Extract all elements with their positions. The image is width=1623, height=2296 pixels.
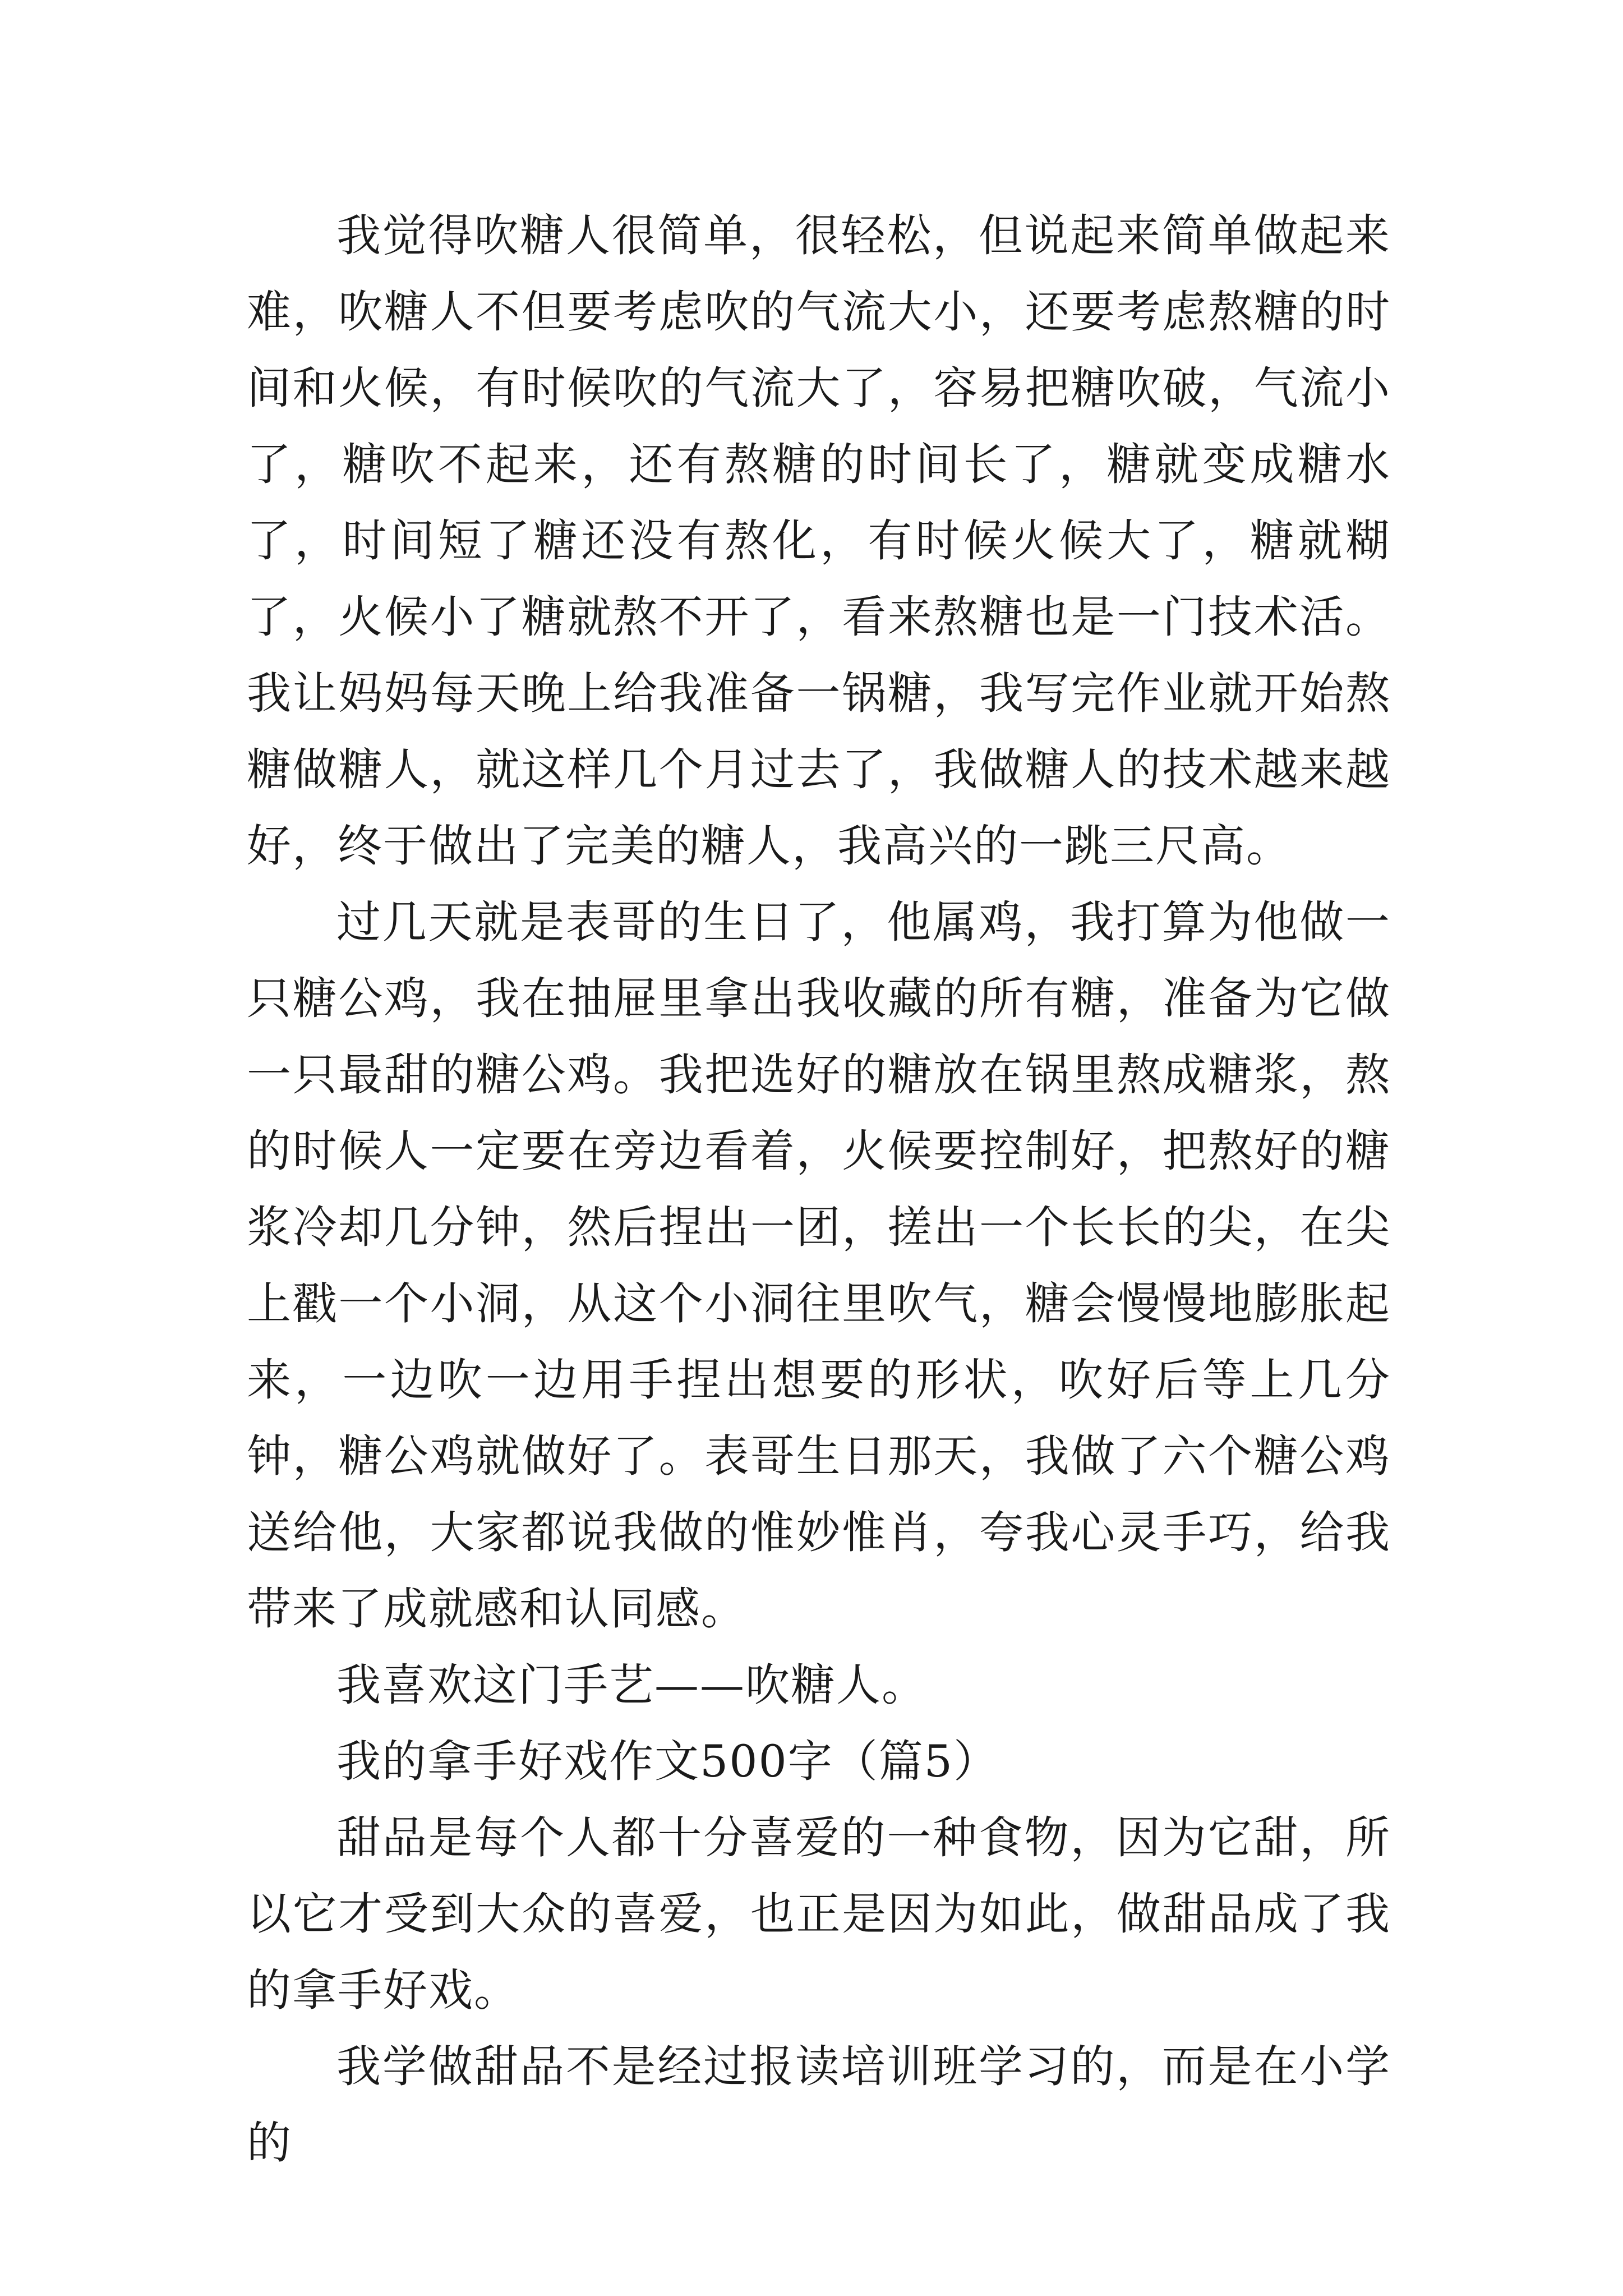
paragraph-2: 过几天就是表哥的生日了，他属鸡，我打算为他做一只糖公鸡，我在抽屉里拿出我收藏的所有糖，准备为它做一只最甜的糖公鸡。我把选好的糖放在锅里熬成糖浆，熬的时候人一定要在旁边看着，火候要控制好，把熬好的糖浆冷却几分钟，然后捏出一团，搓出一个长长的尖，在尖上戳一个小洞，从这个小洞往里吹气，糖会慢慢地膨胀起来，一边吹一边用手捏出想要的形状，吹好后等上几分钟，糖公鸡就做好了。表哥生日那天，我做了六个糖公鸡送给他，大家都说我做的惟妙惟肖，夸我心灵手巧，给我带来了成就感和认同感。 bbox=[247, 896, 1391, 1635]
document-body bbox=[247, 197, 1391, 2181]
paragraph-4: 甜品是每个人都十分喜爱的一种食物，因为它甜，所以它才受到大众的喜爱，也正是因为如此，做甜品成了我的拿手好戏。 bbox=[247, 1812, 1391, 2016]
paragraph-3: 我喜欢这门手艺——吹糖人。 bbox=[336, 1659, 927, 1711]
paragraph-5: 我学做甜品不是经过报读培训班学习的，而是在小学的 bbox=[247, 2041, 1391, 2169]
section-heading: 我的拿手好戏作文500字（篇5） bbox=[336, 1736, 999, 1787]
paragraph-1: 我觉得吹糖人很简单，很轻松，但说起来简单做起来难，吹糖人不但要考虑吹的气流大小，还要考虑熬糖的时间和火候，有时候吹的气流大了，容易把糖吹破，气流小了，糖吹不起来，还有熬糖的时间长了，糖就变成糖水了，时间短了糖还没有熬化，有时候火候大了，糖就糊了，火候小了糖就熬不开了，看来熬糖也是一门技术活。我让妈妈每天晚上给我准备一锅糖，我写完作业就开始熬糖做糖人，就这样几个月过去了，我做糖人的技术越来越好，终于做出了完美的糖人，我高兴的一跳三尺高。 bbox=[247, 210, 1391, 872]
